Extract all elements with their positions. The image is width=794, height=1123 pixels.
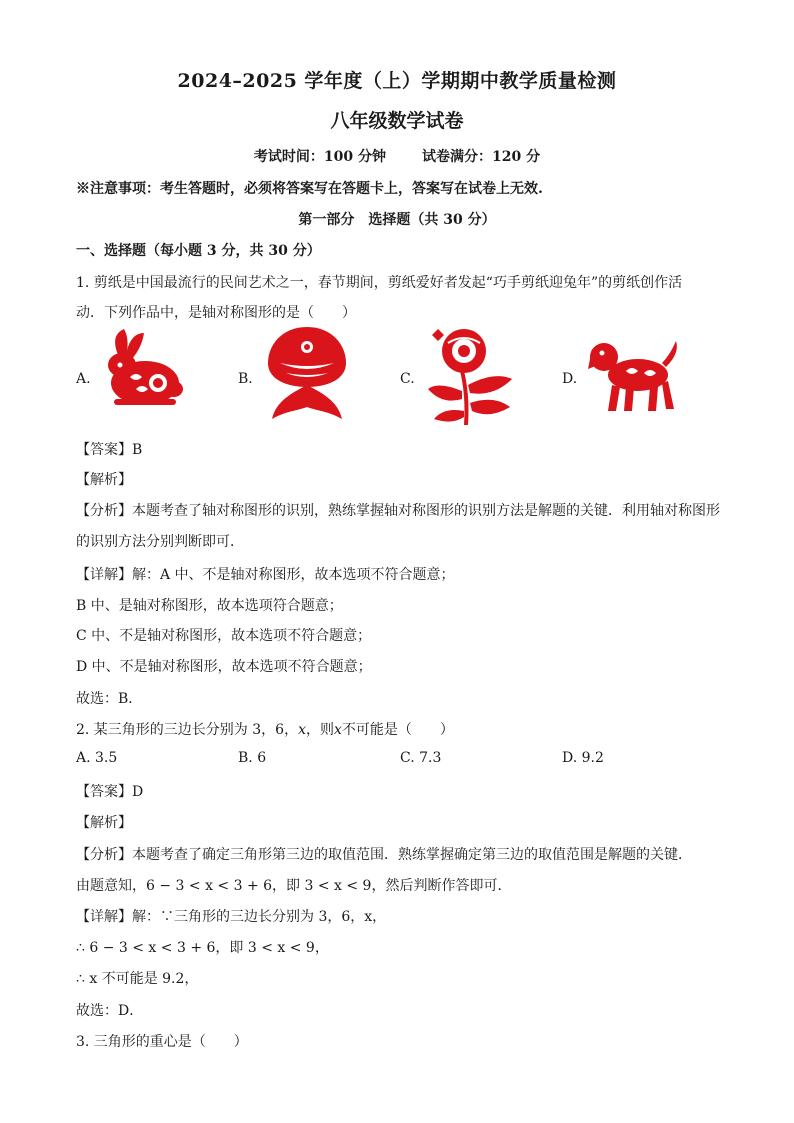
q2-conclusion: 故选：D． xyxy=(76,1003,144,1019)
q2-stem-var: x xyxy=(298,722,306,738)
q2-stem-post: 不可能是（ ） xyxy=(341,722,454,738)
fish-papercut-icon xyxy=(262,323,352,427)
section-title: 一、选择题（每小题 3 分，共 30 分） xyxy=(76,243,321,259)
q1-option-c[interactable] xyxy=(400,325,550,435)
q1-detail-line1: 【详解】解：A 中、不是轴对称图形，故本选项不符合题意； xyxy=(76,567,455,583)
q1-option-b[interactable] xyxy=(238,325,388,435)
rabbit-papercut-icon xyxy=(100,325,190,415)
q1-choices xyxy=(76,325,716,435)
exam-meta xyxy=(0,146,794,166)
q2-stem xyxy=(76,719,454,739)
q2-answer: 【答案】D xyxy=(76,784,144,800)
q2-option-d[interactable]: D. 9.2 xyxy=(562,750,604,766)
exam-time: 考试时间：100 分钟 xyxy=(253,149,386,165)
q1-option-b-label: B. xyxy=(238,371,253,387)
peony-papercut-icon xyxy=(424,321,516,427)
notice: ※注意事项：考生答题时，必须将答案写在答题卡上，答案写在试卷上无效. xyxy=(76,181,543,197)
exam-title: 2024–2025 学年度（上）学期期中教学质量检测 xyxy=(177,70,617,92)
q1-analysis-line2: 的识别方法分别判断即可． xyxy=(76,534,244,550)
q2-detail-line3: ∴ x 不可能是 9.2， xyxy=(76,971,199,987)
q1-option-c-label: C. xyxy=(400,371,415,387)
q1-analysis-tag: 【解析】 xyxy=(76,472,132,488)
q1-option-d-label: D. xyxy=(562,371,578,387)
q1-detail-line4: D 中、不是轴对称图形，故本选项不符合题意； xyxy=(76,659,372,675)
q2-analysis-tag: 【解析】 xyxy=(76,815,132,831)
q2-detail-line2: ∴ 6 − 3 < x < 3 + 6，即 3 < x < 9， xyxy=(76,940,329,956)
q1-answer: 【答案】B xyxy=(76,442,143,458)
q1-option-a[interactable] xyxy=(76,325,226,435)
full-score: 试卷满分：120 分 xyxy=(422,149,541,165)
q1-stem-line1: 1. 剪纸是中国最流行的民间艺术之一，春节期间，剪纸爱好者发起“巧手剪纸迎兔年”的剪纸创作活 xyxy=(76,275,683,291)
q1-stem-line2: 动．下列作品中，是轴对称图形的是（ ） xyxy=(76,305,356,321)
q2-option-b[interactable]: B. 6 xyxy=(238,750,267,766)
q1-option-d[interactable] xyxy=(562,325,712,435)
q1-option-a-label: A. xyxy=(76,371,91,387)
exam-subtitle: 八年级数学试卷 xyxy=(330,110,464,132)
q2-analysis-line1: 【分析】本题考查了确定三角形第三边的取值范围．熟练掌握确定第三边的取值范围是解题的关键． xyxy=(76,847,692,863)
q2-stem-pre: 2. 某三角形的三边长分别为 3，6， xyxy=(76,722,299,738)
q2-option-c[interactable]: C. 7.3 xyxy=(400,750,442,766)
q1-conclusion: 故选：B． xyxy=(76,691,143,707)
part-title: 第一部分 选择题（共 30 分） xyxy=(298,212,496,228)
q2-stem-mid: ，则 xyxy=(305,722,334,738)
q1-detail-line3: C 中、不是轴对称图形，故本选项不符合题意； xyxy=(76,628,372,644)
q3-stem: 3. 三角形的重心是（ ） xyxy=(76,1034,248,1050)
q2-option-a[interactable]: A. 3.5 xyxy=(76,750,118,766)
dog-papercut-icon xyxy=(586,335,682,415)
q1-detail-line2: B 中、是轴对称图形，故本选项符合题意； xyxy=(76,598,343,614)
q2-stem-var2: x xyxy=(333,722,342,738)
q1-analysis-line1: 【分析】本题考查了轴对称图形的识别，熟练掌握轴对称图形的识别方法是解题的关键．利用轴对称图形 xyxy=(76,503,720,519)
q2-detail-line1: 【详解】解：∵三角形的三边长分别为 3，6，x， xyxy=(76,909,387,925)
q2-analysis-line2: 由题意知，6 − 3 < x < 3 + 6，即 3 < x < 9，然后判断作答即可． xyxy=(76,878,512,894)
